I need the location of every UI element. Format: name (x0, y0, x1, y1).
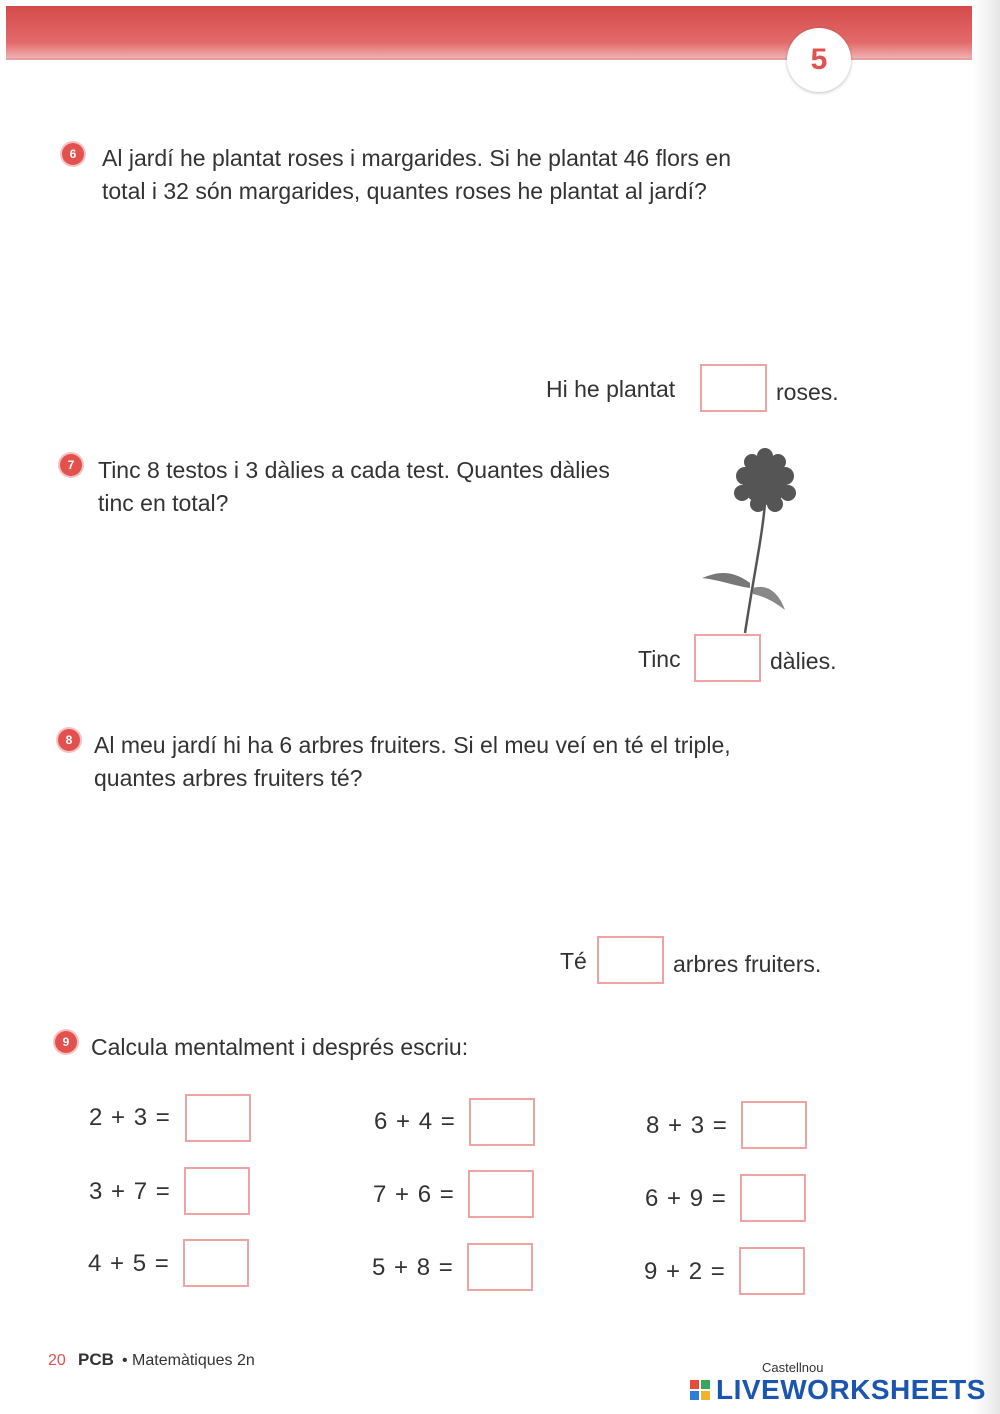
answer-7-suffix: dàlies. (770, 648, 837, 674)
question-8-line2: quantes arbres fruiters té? (94, 765, 363, 791)
calc-3-2-input[interactable] (467, 1243, 533, 1291)
calc-2-3-label: 6 + 9 = (645, 1185, 727, 1212)
footer-page-number: 20 (48, 1352, 66, 1369)
question-8-text (94, 729, 731, 795)
publisher-logo: Castellnou (762, 1360, 824, 1375)
calc-2-2-label: 7 + 6 = (373, 1181, 455, 1208)
question-9-badge: 9 (55, 1031, 77, 1053)
answer-6-suffix: roses. (776, 379, 839, 405)
answer-8-suffix: arbres fruiters. (673, 951, 822, 977)
unit-number: 5 (810, 43, 828, 76)
answer-7-prefix: Tinc (638, 646, 681, 672)
question-7-text (98, 454, 610, 520)
calc-3-3-input[interactable] (739, 1247, 805, 1295)
dahlia-flower-icon (690, 448, 820, 638)
answer-8-input[interactable] (597, 936, 664, 984)
question-8-badge: 8 (58, 729, 80, 751)
calc-2-3-input[interactable] (740, 1174, 806, 1222)
header-band (6, 6, 1000, 60)
question-9-text: Calcula mentalment i després escriu: (91, 1034, 469, 1060)
calc-1-3-input[interactable] (741, 1101, 807, 1149)
calc-3-1-label: 4 + 5 = (88, 1250, 170, 1277)
calc-1-1-input[interactable] (185, 1094, 251, 1142)
liveworksheets-grid-icon (690, 1380, 710, 1400)
unit-number-badge (787, 28, 851, 92)
answer-7-input[interactable] (694, 634, 761, 682)
question-6-badge: 6 (62, 143, 84, 165)
question-7-line1: Tinc 8 testos i 3 dàlies a cada test. Quantes dàlies (98, 457, 610, 483)
calc-2-1-label: 3 + 7 = (89, 1178, 171, 1205)
question-6-text (102, 142, 731, 208)
calc-2-1-input[interactable] (184, 1167, 250, 1215)
answer-6-input[interactable] (700, 364, 767, 412)
question-6-line2: total i 32 són margarides, quantes roses he plantat al jardí? (102, 178, 707, 204)
question-7-badge: 7 (60, 454, 82, 476)
footer-brand: PCB (78, 1350, 114, 1369)
answer-6-prefix: Hi he plantat (546, 376, 676, 402)
calc-3-3-label: 9 + 2 = (644, 1258, 726, 1285)
question-8-line1: Al meu jardí hi ha 6 arbres fruiters. Si el meu veí en té el triple, (94, 732, 731, 758)
calc-3-2-label: 5 + 8 = (372, 1254, 454, 1281)
calc-1-2-input[interactable] (469, 1098, 535, 1146)
footer-subtitle: • Matemàtiques 2n (122, 1352, 255, 1369)
calc-2-2-input[interactable] (468, 1170, 534, 1218)
calc-1-1-label: 2 + 3 = (89, 1104, 171, 1131)
liveworksheets-text: LIVEWORKSHEETS (716, 1374, 986, 1405)
liveworksheets-logo[interactable] (690, 1374, 986, 1406)
page-edge (972, 0, 1000, 1414)
answer-8-prefix: Té (560, 948, 587, 974)
question-6-line1: Al jardí he plantat roses i margarides. Si he plantat 46 flors en (102, 145, 732, 171)
calc-3-1-input[interactable] (183, 1239, 249, 1287)
calc-1-3-label: 8 + 3 = (646, 1112, 728, 1139)
question-7-line2: tinc en total? (98, 490, 229, 516)
calc-1-2-label: 6 + 4 = (374, 1108, 456, 1135)
